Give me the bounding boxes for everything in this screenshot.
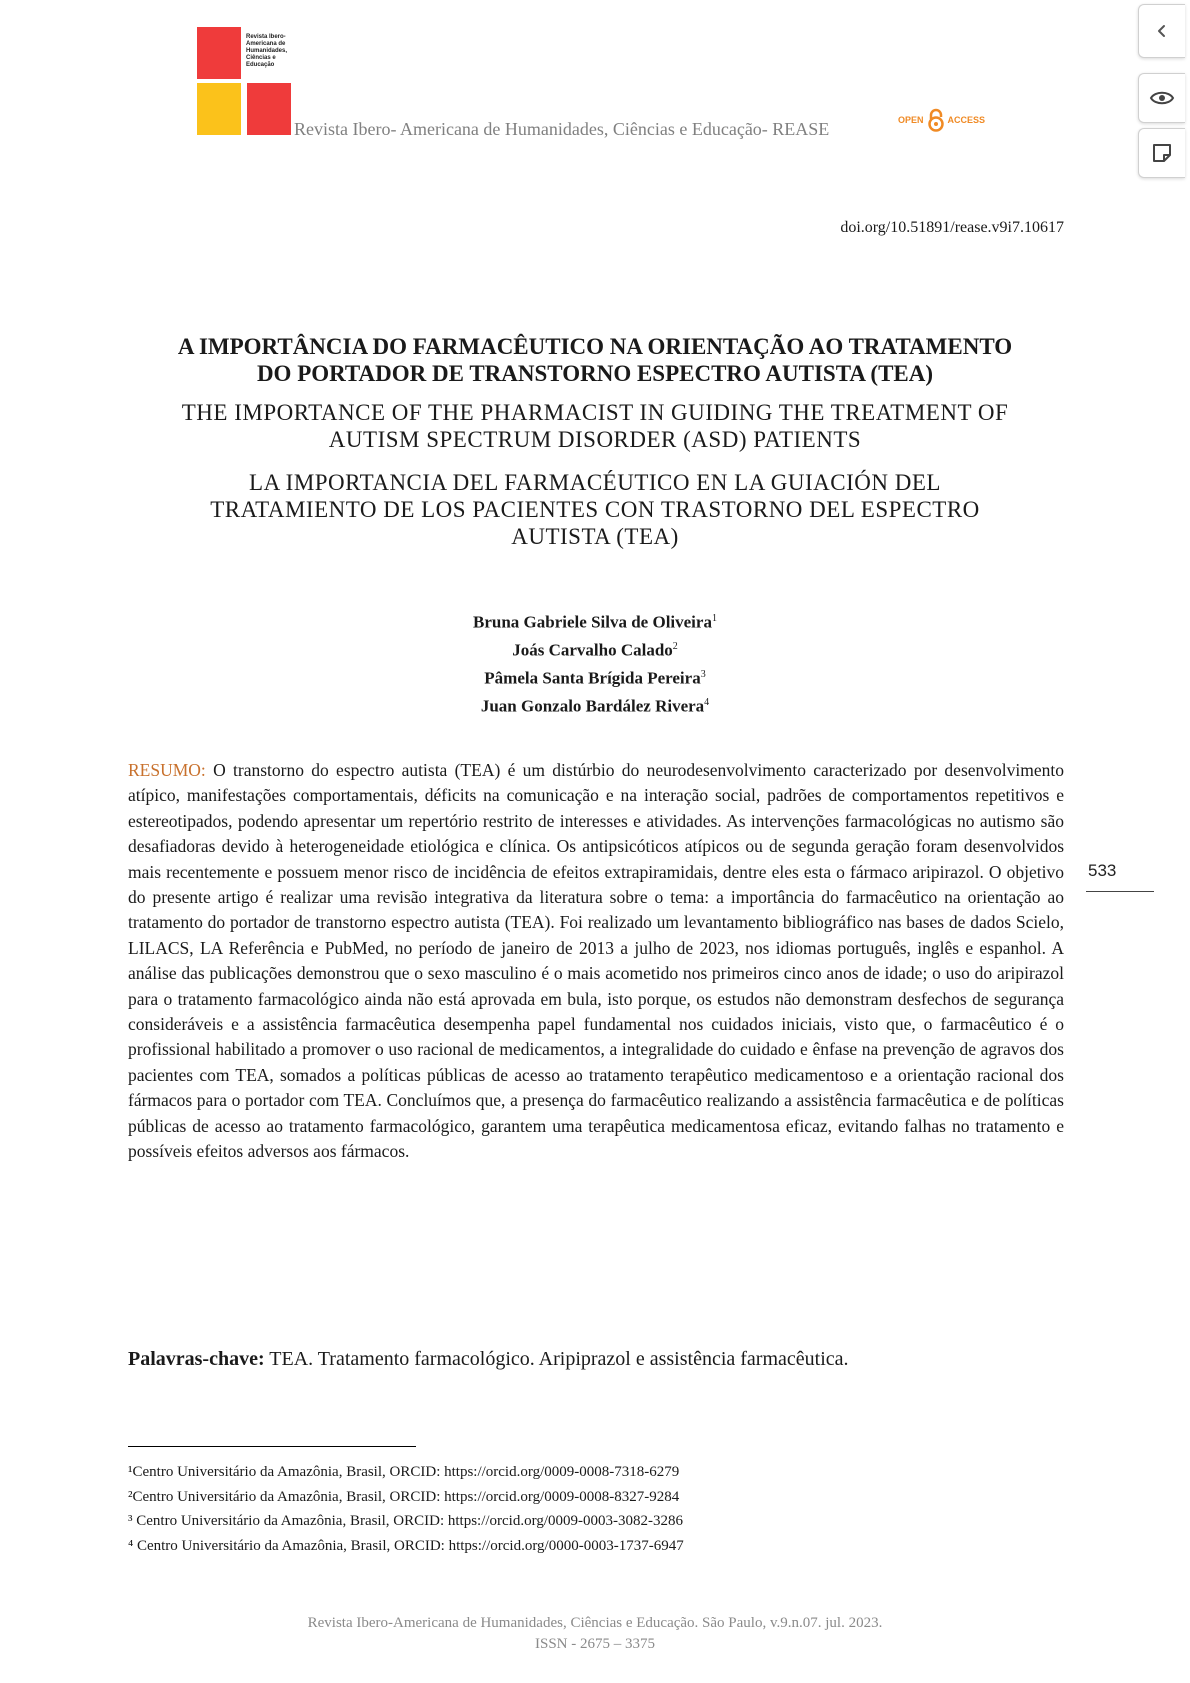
eye-icon <box>1149 89 1175 107</box>
author: Joás Carvalho Calado$^2$ <box>512 640 678 660</box>
footnotes <box>128 1460 684 1559</box>
note-button[interactable] <box>1138 128 1185 178</box>
author: Bruna Gabriele Silva de Oliveira$^1$ <box>473 612 717 632</box>
sticky-note-icon <box>1150 141 1174 165</box>
author: Juan Gonzalo Bardález Rivera$^4$ <box>480 697 710 717</box>
logo-block-red-top <box>197 27 241 79</box>
open-access-left-text: OPEN <box>898 115 924 125</box>
title-spanish: LA IMPORTANCIA DEL FARMACÉUTICO EN LA GUIACIÓN DEL TRATAMIENTO DE LOS PACIENTES CON TRASTORNO DEL ESPECTRO AUTISTA (TEA) <box>210 470 980 549</box>
logo-block-red-bottom <box>247 83 291 135</box>
abstract-label: RESUMO: <box>128 760 206 780</box>
page-footer: Revista Ibero-Americana de Humanidades, Ciências e Educação. São Paulo, v.9.n.07. jul. 2023. ISSN - 2675 – 3375 <box>307 1615 883 1652</box>
footnote: ³ Centro Universitário da Amazônia, Brasil, ORCID: https://orcid.org/0009-0003-3082-3286 <box>128 1513 683 1530</box>
logo-block-yellow <box>197 83 241 135</box>
open-access-right-text: ACCESS <box>947 115 986 125</box>
footnote-divider <box>128 1446 416 1447</box>
footnote: ¹Centro Universitário da Amazônia, Brasil, ORCID: https://orcid.org/0009-0008-7318-6279 <box>128 1464 680 1480</box>
author: Pâmela Santa Brígida Pereira$^3$ <box>484 668 706 688</box>
author-list <box>300 607 890 720</box>
open-access-badge <box>898 108 985 132</box>
doi-link[interactable]: doi.org/10.51891/rease.v9i7.10617 <box>840 219 1064 236</box>
keywords-label: Palavras-chave: <box>128 1348 265 1370</box>
logo-text: Revista Ibero- Americana de Humanidades, Ciências e Educação <box>246 34 288 68</box>
page-number: 533 <box>1088 861 1117 880</box>
keywords <box>128 1348 849 1371</box>
collapse-panel-button[interactable] <box>1138 4 1185 58</box>
title-portuguese: A IMPORTÂNCIA DO FARMACÊUTICO NA ORIENTAÇÃO AO TRATAMENTO DO PORTADOR DE TRANSTORNO ESPECTRO AUTISTA (TEA) <box>177 334 1013 386</box>
page-number-rule <box>1086 891 1154 892</box>
abstract-text: O transtorno do espectro autista (TEA) é um distúrbio do neurodesenvolvimento caracterizado por desenvolvimento atípico, manifestações comportamentais, déficits na comunicação e na interação social, padrões de comportamentos repetitivos e estereotipados, podendo apresentar um repertório restrito de interesses e atividades. As intervenções farmacológicas no autismo são desafiadoras devido à heterogeneidade etiológica e clínica. Os antipsicóticos atípicos ou de segunda geração foram desenvolvidos mais recentemente e possuem menor risco de incidência de efeitos extrapiramidais, dentre eles esta o fármaco aripirazol. O objetivo do presente artigo é realizar uma revisão integrativa da literatura sobre o tema: a importância do farmacêutico na orientação ao tratamento do portador de transtorno espectro autista (TEA). Foi realizado um levantamento bibliográfico nas bases de dados Scielo, LILACS, LA Referência e PubMed, no período de janeiro de 2013 a julho de 2023, nos idiomas português, inglês e espanhol. A análise das publicações demonstrou que o sexo masculino é o mais acometido nos primeiros cinco anos de idade; o uso do aripirazol para o tratamento farmacológico ainda não está aprovada em bula, isto porque, os estudos não demonstram desfechos de segurança consideráveis e a assistência farmacêutica desempenha papel fundamental nos cuidados iniciais, visto que, o farmacêutico é o profissional habilitado a promover o uso racional de medicamentos, a integralidade do cuidado e ênfase na prevenção de agravos dos pacientes com TEA, somados a políticas públicas de acesso ao tratamento terapêutico medicamentoso e a orientação racional dos fármacos para o portador com TEA. Concluímos que, a presença do farmacêutico realizando a assistência farmacêutica e de políticas públicas de acesso ao tratamento farmacológico, garantem uma terapêutica medicamentosa eficaz, evitando falhas no tratamento e possíveis efeitos adversos aos fármacos. <box>128 760 1064 1162</box>
footnote: ⁴ Centro Universitário da Amazônia, Brasil, ORCID: https://orcid.org/0000-0003-1737-6947 <box>128 1538 684 1555</box>
footnote: ²Centro Universitário da Amazônia, Brasil, ORCID: https://orcid.org/0009-0008-8327-9284 <box>128 1488 680 1505</box>
open-access-lock-icon <box>926 108 946 132</box>
title-english: THE IMPORTANCE OF THE PHARMACIST IN GUIDING THE TREATMENT OF AUTISM SPECTRUM DISORDER (ASD) PATIENTS <box>181 400 1009 452</box>
abstract <box>128 758 1064 1165</box>
keywords-text: TEA. Tratamento farmacológico. Aripiprazol e assistência farmacêutica. <box>264 1348 849 1370</box>
chevron-left-icon <box>1154 23 1170 39</box>
view-button[interactable] <box>1138 73 1185 123</box>
journal-header: Revista Ibero- Americana de Humanidades, Ciências e Educação- REASE <box>294 119 830 139</box>
